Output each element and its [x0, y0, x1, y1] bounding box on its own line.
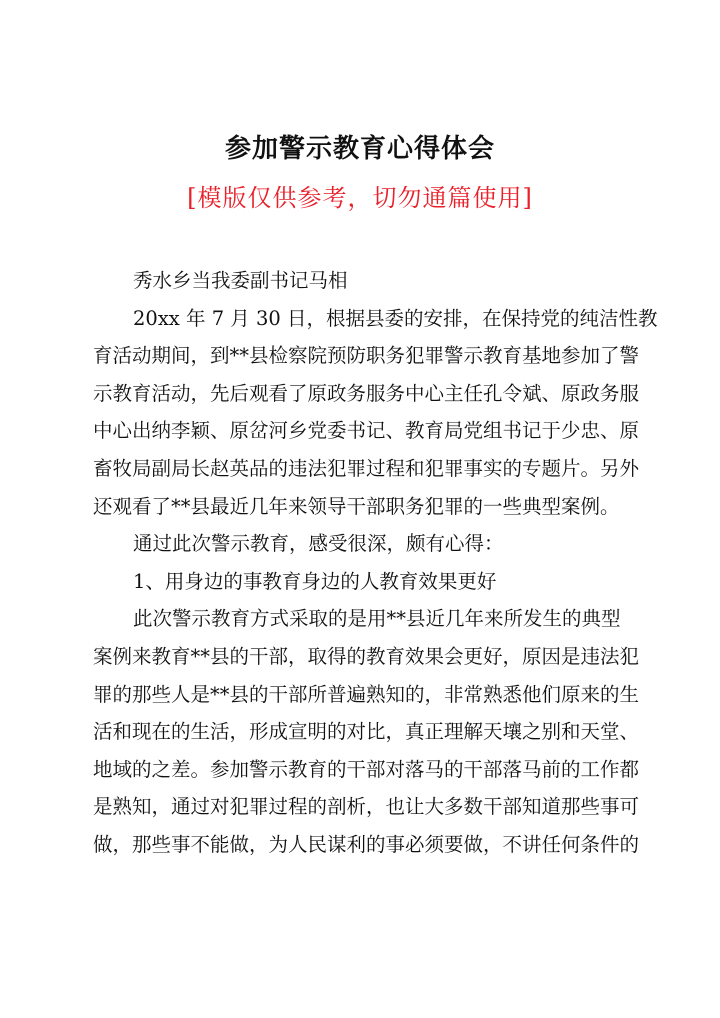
paragraph-line: 示教育活动，先后观看了原政务服务中心主任孔令斌、原政务服	[93, 381, 640, 405]
paragraph-line: 20xx 年 7 月 30 日，根据县委的安排，在保持党的纯洁性教	[133, 306, 658, 330]
paragraph-line: 秀水乡当我委副书记马相	[133, 269, 348, 292]
paragraph-line: 中心出纳李颖、原岔河乡党委书记、教育局党组书记于少忠、原	[93, 419, 640, 443]
section-heading: 1、用身边的事教育身边的人教育效果更好	[133, 569, 497, 593]
paragraph-line: 畜牧局副局长赵英品的违法犯罪过程和犯罪事实的专题片。另外	[93, 456, 640, 480]
paragraph-line: 罪的那些人是**县的干部所普遍熟知的，非常熟悉他们原来的生	[93, 682, 640, 706]
paragraph-line: 此次警示教育方式采取的是用**县近几年来所发生的典型	[133, 607, 621, 631]
paragraph-line: 育活动期间，到**县检察院预防职务犯罪警示教育基地参加了警	[93, 344, 640, 368]
document-body	[93, 262, 658, 864]
paragraph-line: 还观看了**县最近几年来领导干部职务犯罪的一些典型案例。	[93, 494, 620, 518]
template-disclaimer: [模版仅供参考，切勿通篇使用]	[187, 184, 533, 212]
paragraph-line: 案例来教育**县的干部，取得的教育效果会更好，原因是违法犯	[93, 644, 640, 668]
paragraph-line: 通过此次警示教育，感受很深，颇有心得：	[133, 532, 504, 556]
paragraph-line: 地域的之差。参加警示教育的干部对落马的干部落马前的工作都	[93, 757, 640, 781]
document-title: 参加警示教育心得体会	[224, 134, 495, 164]
paragraph-line: 是熟知，通过对犯罪过程的剖析，也让大多数干部知道那些事可	[93, 795, 640, 819]
paragraph-line: 做，那些事不能做，为人民谋利的事必须要做，不讲任何条件的	[93, 832, 640, 856]
paragraph-line: 活和现在的生活，形成宣明的对比，真正理解天壤之别和天堂、	[93, 720, 640, 744]
